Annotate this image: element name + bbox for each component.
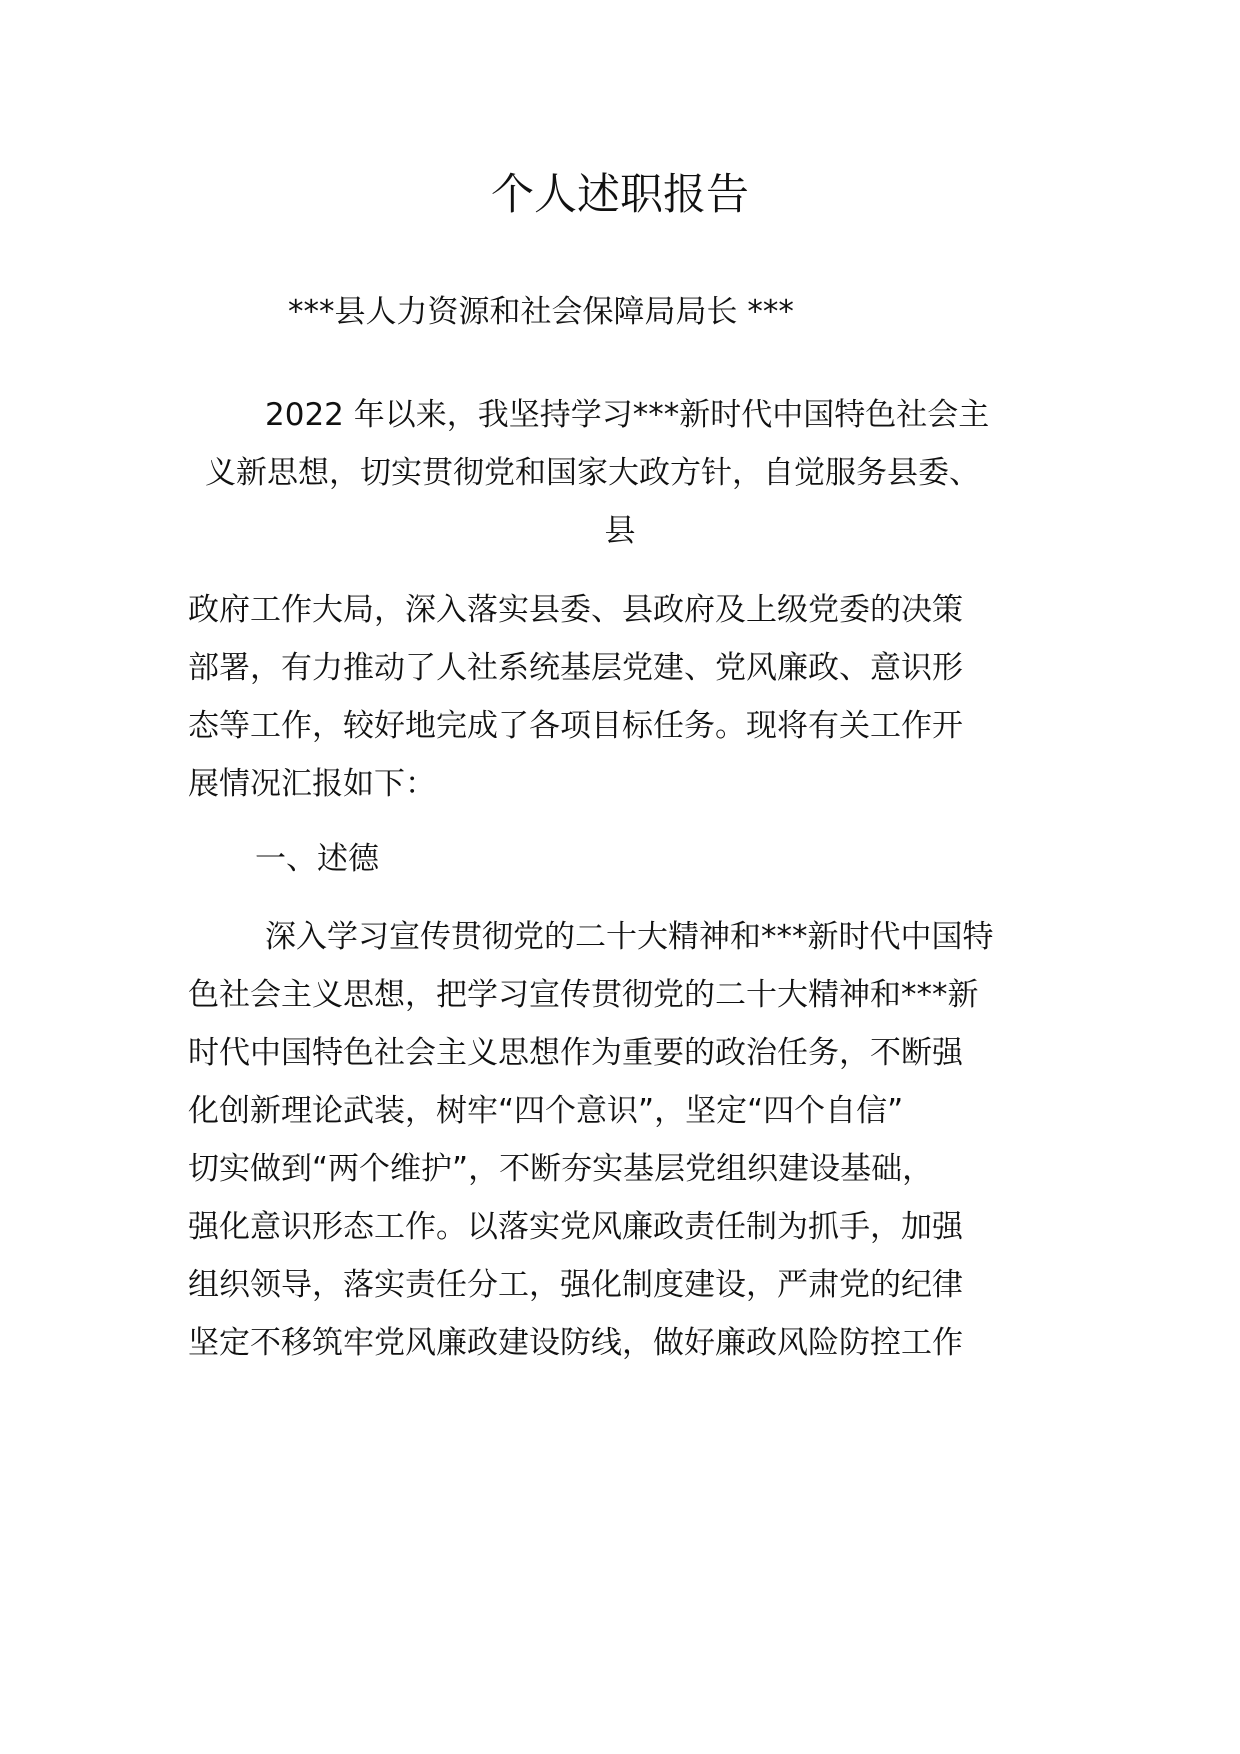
section-line-7: 组织领导，落实责任分工，强化制度建设，严肃党的纪律 (188, 1267, 963, 1303)
intro-line-4: 政府工作大局，深入落实县委、县政府及上级党委的决策 (188, 592, 963, 628)
intro-line-7: 展情况汇报如下： (188, 766, 436, 802)
intro-line-2: 义新思想，切实贯彻党和国家大政方针，自觉服务县委、 (205, 455, 980, 491)
section-line-8: 坚定不移筑牢党风廉政建设防线，做好廉政风险防控工作 (188, 1325, 963, 1361)
intro-line-5: 部署，有力推动了人社系统基层党建、党风廉政、意识形 (188, 650, 963, 686)
intro-line-6: 态等工作，较好地完成了各项目标任务。现将有关工作开 (188, 708, 963, 744)
document-title: 个人述职报告 (491, 170, 749, 220)
section-heading: 一、述德 (255, 841, 379, 877)
section-line-1: 深入学习宣传贯彻党的二十大精神和***新时代中国特 (265, 919, 994, 955)
section-line-3: 时代中国特色社会主义思想作为重要的政治任务，不断强 (188, 1035, 963, 1071)
section-line-5: 切实做到“两个维护”，不断夯实基层党组织建设基础， (188, 1151, 934, 1187)
section-line-4: 化创新理论武装，树牢“四个意识”，坚定“四个自信” (188, 1093, 904, 1129)
section-line-6: 强化意识形态工作。以落实党风廉政责任制为抓手，加强 (188, 1209, 963, 1245)
document-subtitle: ***县人力资源和社会保障局局长 *** (288, 294, 794, 330)
intro-line-3: 县 (604, 513, 636, 549)
section-line-2: 色社会主义思想，把学习宣传贯彻党的二十大精神和***新 (188, 977, 979, 1013)
intro-line-1: 2022 年以来，我坚持学习***新时代中国特色社会主 (265, 397, 990, 433)
